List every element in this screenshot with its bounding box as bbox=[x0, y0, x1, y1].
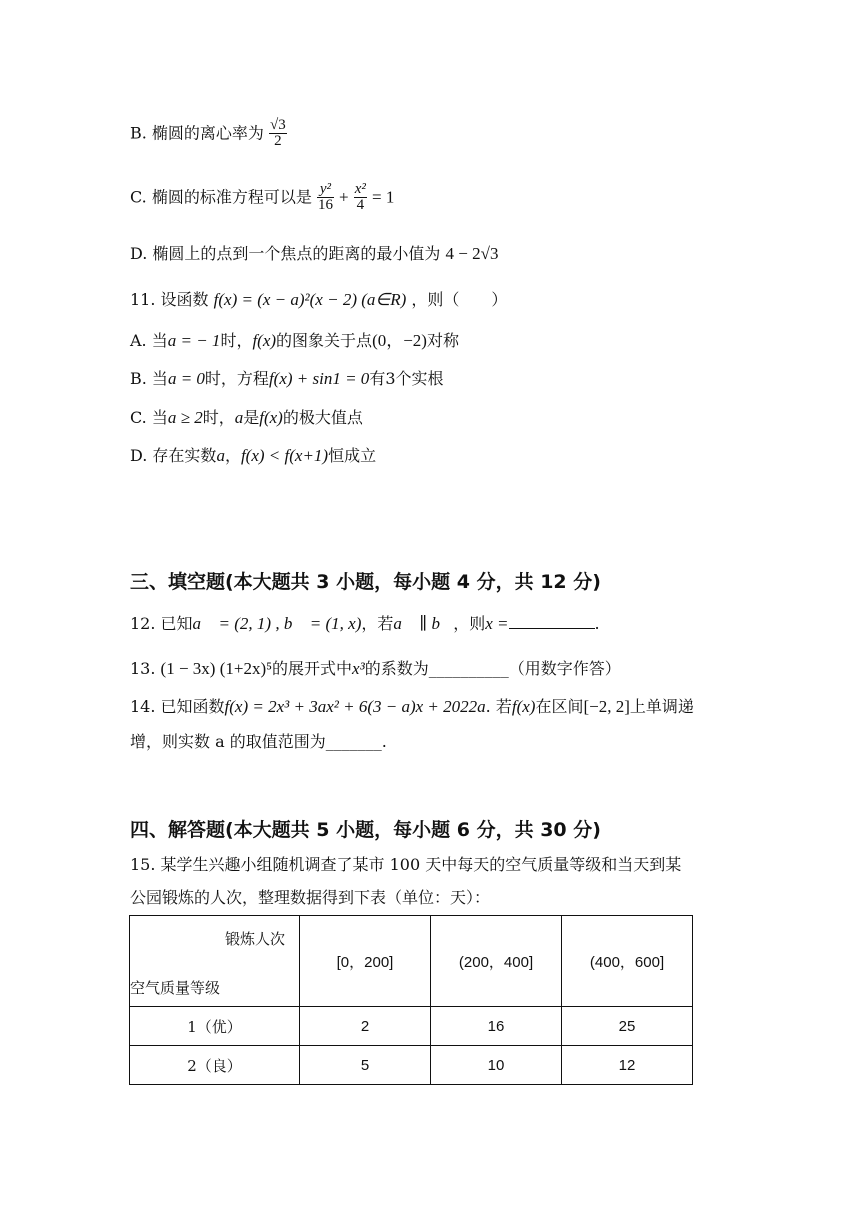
math-expression: f(x) = 2x³ + 3ax² + 6(3 − a)x + 2022a bbox=[224, 697, 486, 716]
math-expression: a bbox=[216, 446, 225, 465]
option-text: A. 当 bbox=[130, 331, 168, 350]
option-text: 的图象关于点 bbox=[276, 331, 373, 350]
column-header: (400，600] bbox=[562, 916, 693, 1007]
math-expression: f(x) bbox=[259, 408, 283, 427]
q15-line1: 15. 某学生兴趣小组随机调查了某市 100 天中每天的空气质量等级和当天到某 bbox=[130, 855, 682, 874]
column-header: [0，200] bbox=[300, 916, 431, 1007]
q11-option-a bbox=[130, 331, 459, 351]
math-value: 4 − 2√3 bbox=[445, 244, 499, 263]
option-text: 对称 bbox=[426, 331, 459, 350]
q11-stem bbox=[130, 290, 507, 310]
plus-sign: + bbox=[339, 187, 349, 207]
question-text: ，则 bbox=[453, 614, 486, 633]
question-text: ，若 bbox=[361, 614, 394, 633]
option-text: 的极大值点 bbox=[282, 408, 363, 427]
math-expression: [−2, 2] bbox=[583, 697, 630, 716]
math-expression: a ≥ 2 bbox=[167, 408, 203, 427]
question-number: 12. 已知 bbox=[130, 614, 193, 633]
corner-bottom-label: 空气质量等级 bbox=[130, 979, 221, 997]
q12 bbox=[130, 614, 600, 634]
section-heading-answer: 四、解答题(本大题共 5 小题，每小题 6 分，共 30 分) bbox=[130, 819, 601, 841]
row-label: 2（良） bbox=[130, 1046, 300, 1085]
table-row bbox=[130, 1007, 693, 1046]
option-text: 恒成立 bbox=[328, 446, 377, 465]
column-header: (200，400] bbox=[431, 916, 562, 1007]
question-number: 13. bbox=[130, 659, 161, 678]
data-table bbox=[129, 915, 693, 1085]
table-cell: 16 bbox=[431, 1007, 562, 1046]
q13 bbox=[130, 659, 621, 679]
section-heading-fill-in: 三、填空题(本大题共 3 小题，每小题 4 分，共 12 分) bbox=[130, 571, 601, 593]
fraction bbox=[317, 182, 334, 213]
table-cell: 10 bbox=[431, 1046, 562, 1085]
table-cell: 12 bbox=[562, 1046, 693, 1085]
math-expression: x = bbox=[485, 614, 509, 633]
fraction-denominator: 4 bbox=[356, 197, 365, 213]
option-text: ， bbox=[224, 446, 241, 465]
option-text: 时， bbox=[220, 331, 253, 350]
math-expression: a = 0 bbox=[167, 369, 205, 388]
question-number: 11. 设函数 bbox=[130, 290, 209, 309]
fraction-denominator: 2 bbox=[274, 133, 282, 149]
q15-line2: 公园锻炼的人次，整理数据得到下表（单位：天）： bbox=[130, 888, 491, 907]
math-expression: a bbox=[234, 408, 244, 427]
table-header-row bbox=[130, 916, 693, 1007]
math-expression: a = − 1 bbox=[167, 331, 221, 350]
equation-tail: = 1 bbox=[371, 187, 395, 207]
math-expression: f(x) + sin1 = 0 bbox=[268, 369, 370, 388]
question-text: 在区间 bbox=[535, 697, 584, 716]
math-expression: f(x) = (x − a)²(x − 2) (a∈R) bbox=[213, 290, 407, 309]
option-text: D. 椭圆上的点到一个焦点的距离的最小值为 bbox=[130, 244, 441, 263]
fraction-denominator: 16 bbox=[317, 197, 333, 213]
fraction bbox=[354, 182, 367, 213]
option-text: 是 bbox=[243, 408, 260, 427]
table-cell: 25 bbox=[562, 1007, 693, 1046]
fraction-numerator: √3 bbox=[270, 117, 286, 133]
q11-option-d bbox=[130, 446, 376, 466]
option-text: C. 椭圆的标准方程可以是 bbox=[130, 187, 312, 207]
math-expression: (0，−2) bbox=[372, 331, 427, 350]
q14-line1 bbox=[130, 697, 694, 717]
q11-option-c bbox=[130, 408, 363, 428]
question-text: . 若 bbox=[485, 697, 512, 716]
question-suffix: ，则（ ） bbox=[411, 290, 508, 309]
fraction-numerator: y² bbox=[317, 182, 334, 198]
table-row bbox=[130, 1046, 693, 1085]
option-text: D. 存在实数 bbox=[130, 446, 217, 465]
fraction bbox=[269, 118, 287, 149]
math-expression: f(x) bbox=[252, 331, 277, 350]
q11-option-b bbox=[130, 369, 444, 389]
question-text: 上单调递 bbox=[629, 697, 694, 716]
q10-option-d bbox=[130, 244, 498, 264]
q10-option-b bbox=[130, 118, 287, 149]
math-expression: f(x) < f(x+1) bbox=[240, 446, 329, 465]
math-expression: (1 − 3x) (1+2x)⁵ bbox=[160, 659, 273, 678]
option-text: 时，方程 bbox=[204, 369, 269, 388]
table-corner-cell bbox=[130, 916, 300, 1007]
math-expression: f(x) bbox=[511, 697, 536, 716]
option-text: C. 当 bbox=[130, 408, 168, 427]
fraction-numerator: x² bbox=[354, 181, 366, 197]
math-expression: x³ bbox=[352, 659, 365, 678]
question-text: 的系数为__________（用数字作答） bbox=[364, 659, 621, 678]
row-label: 1（优） bbox=[130, 1007, 300, 1046]
table-cell: 2 bbox=[300, 1007, 431, 1046]
option-text: 有3个实根 bbox=[369, 369, 444, 388]
question-number: 14. 已知函数 bbox=[130, 697, 225, 716]
option-text: 时， bbox=[202, 408, 235, 427]
answer-blank[interactable] bbox=[509, 614, 595, 629]
math-expression: a⃗ = (2, 1) , b⃗ = (1, x) bbox=[192, 614, 362, 633]
q14-line2: 增，则实数 a 的取值范围为_______. bbox=[130, 732, 387, 751]
option-text: B. 当 bbox=[130, 369, 168, 388]
math-expression: a⃗ ∥ b⃗ bbox=[393, 614, 454, 633]
table-cell: 5 bbox=[300, 1046, 431, 1085]
question-text: 的展开式中 bbox=[272, 659, 353, 678]
question-suffix: . bbox=[594, 614, 600, 633]
q10-option-c bbox=[130, 182, 394, 213]
option-text: B. 椭圆的离心率为 bbox=[130, 123, 264, 143]
corner-top-label: 锻炼人次 bbox=[224, 930, 285, 948]
